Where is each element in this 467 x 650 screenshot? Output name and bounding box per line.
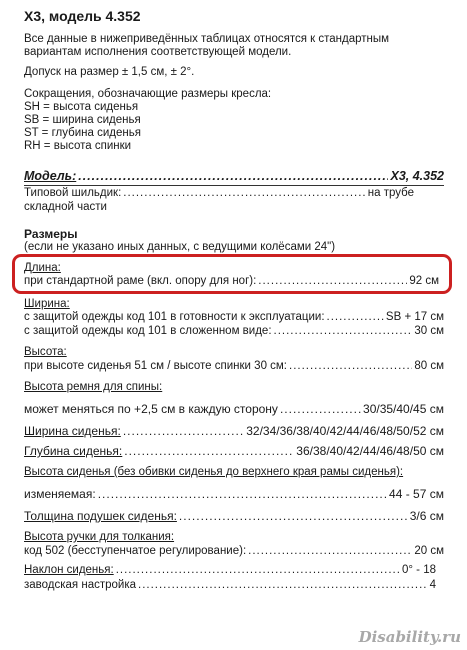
abbrev-item: ST = глубина сиденья [24, 127, 141, 139]
seat-depth-label: Глубина сиденья: [24, 444, 123, 458]
width-row [24, 311, 444, 323]
cushion-label: Толщина подушек сиденья: [24, 509, 177, 523]
seat-width-value: 32/34/36/38/40/42/44/46/48/50/52 см [246, 424, 444, 438]
sizes-note: (если не указано иных данных, с ведущими колёсами 24") [24, 241, 336, 253]
seat-height-heading: Высота сиденья (без обивки сиденья до верхнего края рамы сиденья): [24, 466, 404, 478]
leader-dots [78, 169, 388, 183]
intro-line-1: Все данные в нижеприведённых таблицах относятся к стандартным [24, 33, 390, 45]
length-label: при стандартной раме (вкл. опору для ног): [24, 275, 257, 287]
tilt-default-value: 4 [429, 579, 436, 591]
tolerance-text: Допуск на размер ± 1,5 см, ± 2°. [24, 66, 195, 78]
leader-dots [124, 444, 294, 458]
abbrev-heading: Сокращения, обозначающие размеры кресла: [24, 88, 272, 100]
width-row-2-label: с защитой одежды код 101 в сложенном виде: [24, 325, 272, 337]
handle-row [24, 545, 444, 557]
height-row [24, 360, 444, 372]
height-value: 80 см [414, 360, 444, 372]
tilt-label: Наклон сиденья: [24, 564, 114, 576]
handle-label: код 502 (бесступенчатое регулирование): [24, 545, 247, 557]
belt-row [24, 402, 444, 416]
width-row-1-value: SB + 17 см [385, 311, 444, 323]
tilt-row [24, 564, 436, 576]
plate-value: на трубе [367, 187, 414, 199]
cushion-row [24, 509, 444, 523]
site-watermark: Disability.ru [358, 628, 461, 646]
seat-width-row [24, 424, 444, 438]
abbrev-item: RH = высота спинки [24, 140, 132, 152]
plate-line-2: складной части [24, 201, 107, 213]
handle-value: 20 см [414, 545, 444, 557]
width-row-2-value: 30 см [414, 325, 444, 337]
leader-dots [116, 564, 400, 576]
leader-dots [327, 311, 384, 323]
page-title: X3, модель 4.352 [24, 8, 141, 24]
width-row [24, 325, 444, 337]
leader-dots [138, 579, 428, 591]
seat-depth-row [24, 444, 444, 458]
plate-row [24, 187, 414, 199]
leader-dots [248, 545, 412, 557]
plate-label: Типовой шильдик: [24, 187, 122, 199]
belt-heading: Высота ремня для спины: [24, 381, 163, 393]
length-value: 92 см [409, 275, 439, 287]
belt-value: 30/35/40/45 см [363, 402, 444, 416]
model-value: X3, 4.352 [390, 169, 444, 183]
handle-heading: Высота ручки для толкания: [24, 531, 175, 543]
sizes-heading: Размеры [24, 227, 78, 241]
height-label: при высоте сиденья 51 см / высоте спинки 30 см: [24, 360, 288, 372]
leader-dots [123, 187, 366, 199]
belt-label: может меняться по +2,5 см в каждую сторону [24, 402, 278, 416]
abbrev-item: SB = ширина сиденья [24, 114, 141, 126]
leader-dots [179, 509, 408, 523]
height-heading: Высота: [24, 346, 67, 358]
leader-dots [289, 360, 412, 372]
abbrev-item: SH = высота сиденья [24, 101, 139, 113]
width-heading: Ширина: [24, 298, 70, 310]
intro-line-2: вариантам исполнения соответствующей модели. [24, 46, 292, 58]
length-heading: Длина: [24, 262, 61, 274]
model-row [24, 169, 444, 183]
tilt-default-label: заводская настройка [24, 579, 137, 591]
highlight-frame [12, 254, 452, 294]
model-label: Модель: [24, 169, 77, 183]
leader-dots [258, 275, 407, 287]
length-row [24, 275, 439, 287]
leader-dots [274, 325, 413, 337]
width-row-1-label: с защитой одежды код 101 в готовности к эксплуатации: [24, 311, 325, 323]
leader-dots [123, 424, 244, 438]
tilt-default-row [24, 579, 436, 591]
model-divider [24, 185, 444, 186]
seat-height-label: изменяемая: [24, 487, 96, 501]
cushion-value: 3/6 см [409, 509, 444, 523]
leader-dots [280, 402, 361, 416]
seat-width-label: Ширина сиденья: [24, 424, 121, 438]
seat-height-value: 44 - 57 см [389, 487, 444, 501]
tilt-value: 0° - 18 [401, 564, 436, 576]
seat-height-row [24, 487, 444, 501]
leader-dots [98, 487, 387, 501]
seat-depth-value: 36/38/40/42/44/46/48/50 см [296, 444, 444, 458]
